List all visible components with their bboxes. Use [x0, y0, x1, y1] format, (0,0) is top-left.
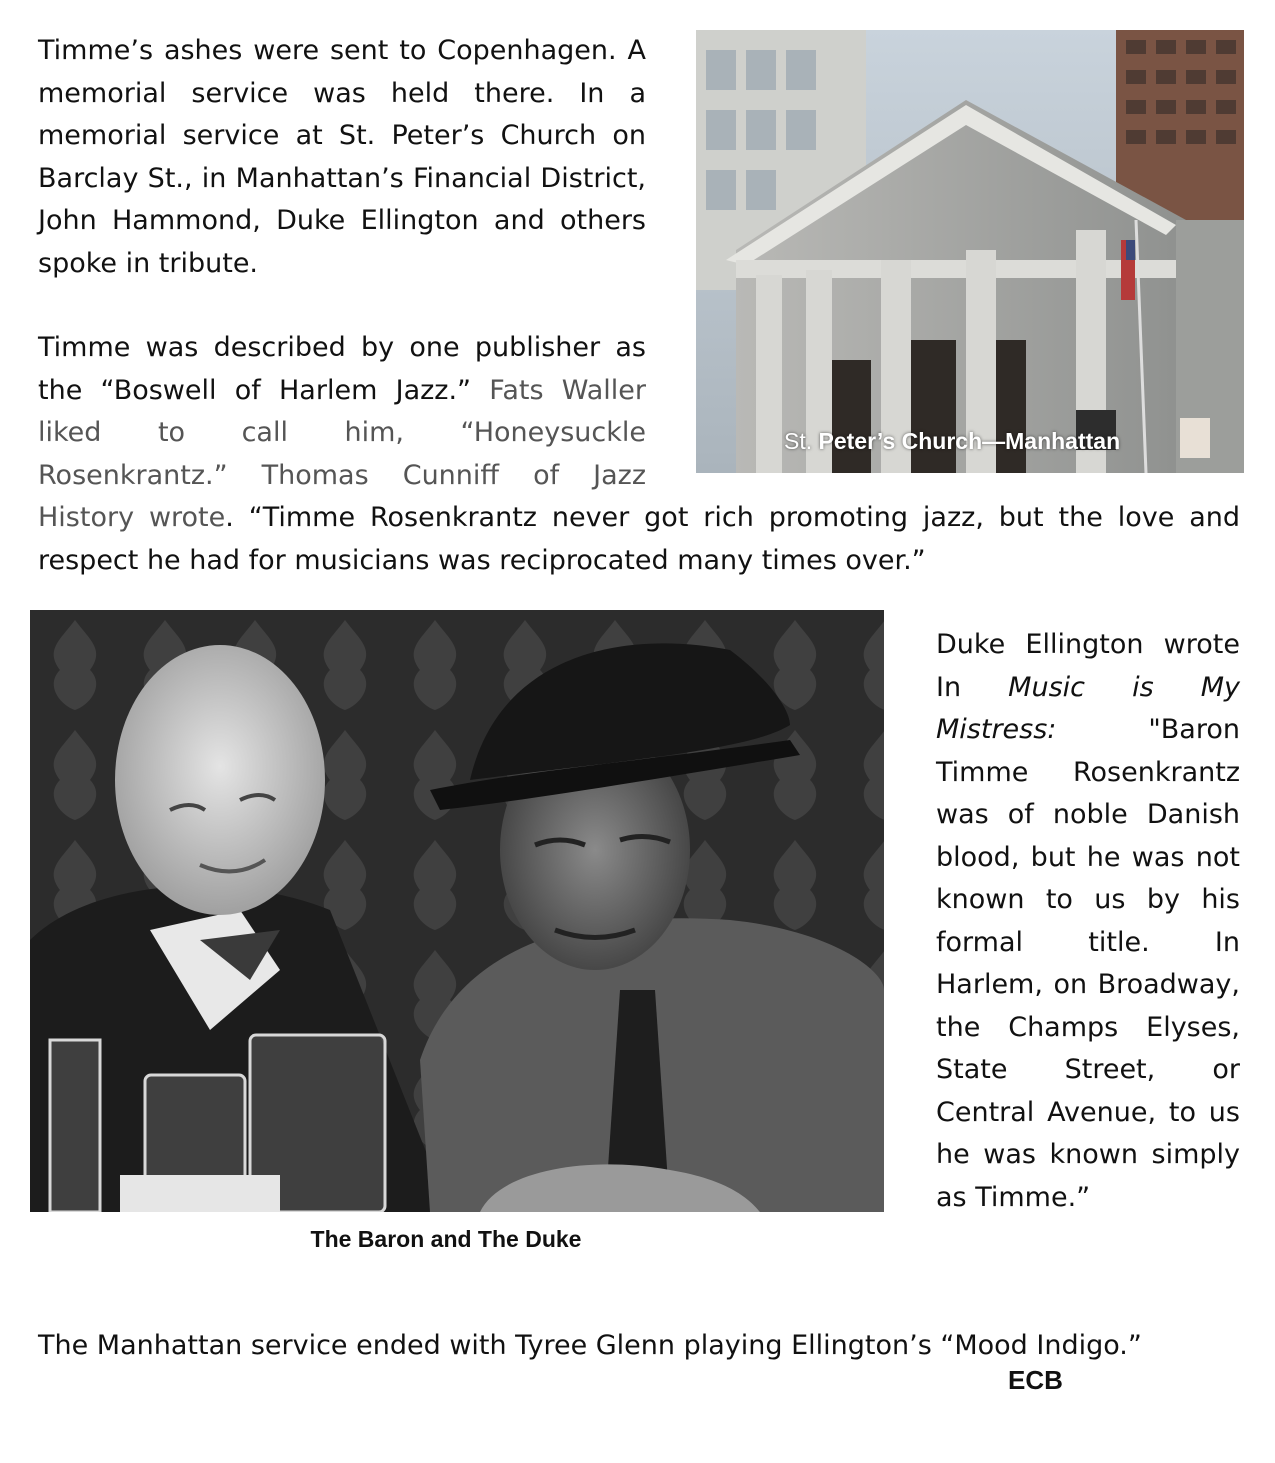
paragraph-boswell-part1: Timme was described by one publisher as the “Boswell of Harlem Jazz.” — [38, 332, 646, 406]
paragraph-boswell — [38, 327, 1240, 582]
paragraph-mood-indigo — [38, 1325, 1258, 1368]
paragraph-ashes-text: Timme’s ashes were sent to Copenhagen. A memorial service was held there. In a memorial service at St. Peter’s Church on Barclay St., in Manhattan’s Financial District, John Hammond, Duke Ellington and others spoke in tribute. — [38, 35, 646, 279]
baron-duke-illustration — [30, 610, 884, 1212]
photo-wrap-spacer — [646, 327, 1240, 487]
baron-duke-caption: The Baron and The Duke — [310, 1226, 582, 1252]
paragraph-ellington-quote — [936, 624, 1240, 1219]
paragraph-mood-indigo-text: The Manhattan service ended with Tyree Glenn playing Ellington’s “Mood Indigo.” — [38, 1330, 1142, 1361]
paragraph-boswell-part3: . “Timme Rosenkrantz never got rich promoting jazz, but the love and respect he had for musicians was reciprocated many times over.” — [38, 502, 1240, 576]
paragraph-ashes — [38, 30, 646, 285]
baron-duke-photo — [30, 610, 884, 1212]
paragraph-boswell-part2: Fats Waller liked to call him, “Honeysuckle Rosenkrantz.” Thomas Cunniff of Jazz History wrote — [38, 374, 646, 533]
ellington-quote: "Baron Timme Rosenkrantz was of noble Danish blood, but he was not known to us by his formal title. In Harlem, on Broadway, the Champs Elyses, State Street, or Central Avenue, to us he was known simply as Timme.” — [936, 714, 1240, 1213]
signature-initials: ECB — [1008, 1365, 1063, 1395]
book-title: Music is My Mistress: — [936, 671, 1240, 745]
ellington-intro: Duke Ellington wrote In — [936, 629, 1240, 703]
church-caption-prefix: St. — [784, 428, 819, 454]
church-caption-main: Peter’s Church—Manhattan — [818, 428, 1121, 454]
